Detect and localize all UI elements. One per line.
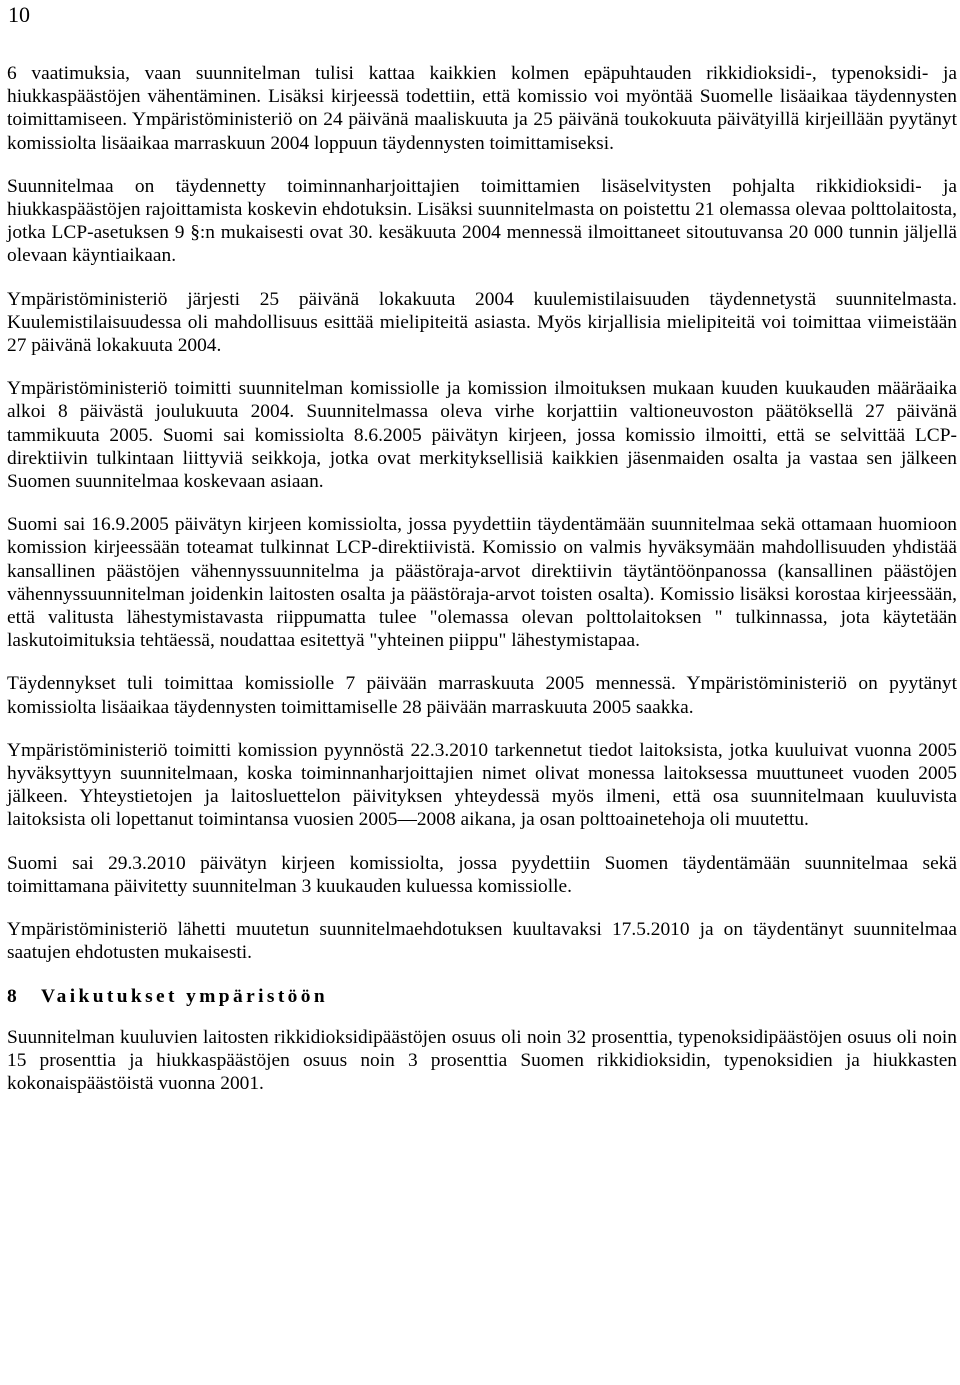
- document-body: [7, 62, 957, 1115]
- paragraph: Täydennykset tuli toimittaa komissiolle 7 päivään marraskuuta 2005 mennessä. Ympäristöministeriö on pyytänyt komissiolta lisäaikaa täydennysten toimittamiselle 28 päivään marraskuuta 2005 saakka.: [7, 673, 957, 718]
- section-heading: [7, 985, 957, 1008]
- section-number: 8: [7, 985, 17, 1007]
- paragraph: 6 vaatimuksia, vaan suunnitelman tulisi kattaa kaikkien kolmen epäpuhtauden rikkidioksidi-, typenoksidi- ja hiukkaspäästöjen vähentäminen. Lisäksi kirjeessä todettiin, että komissio voi myöntää Suomelle lisäaikaa täydennysten toimittamiseen. Ympäristöministeriö on 24 päivänä maaliskuuta ja 25 päivänä toukokuuta päivätyillä kirjeillään pyytänyt komissiolta lisäaikaa marraskuun 2004 loppuun täydennysten toimittamiseksi.: [7, 63, 957, 154]
- paragraph: Suunnitelmaa on täydennetty toiminnanharjoittajien toimittamien lisäselvitysten pohjalta rikkidioksidi- ja hiukkaspäästöjen rajoittamista koskevin ehdotuksin. Lisäksi suunnitelmasta on poistettu 21 olemassa olevaa polttolaitosta, jotka LCP-asetuksen 9 §:n mukaisesti ovat 30. kesäkuuta 2004 mennessä ilmoittaneet sitoutuvansa 20 000 tunnin jäljellä olevaan käyntiaikaan.: [7, 175, 957, 267]
- paragraph: Ympäristöministeriö toimitti komission pyynnöstä 22.3.2010 tarkennetut tiedot laitoksista, jotka kuuluivat vuonna 2005 hyväksyttyyn suunnitelmaan, koska toiminnanharjoittajien nimet olivat monessa laitoksessa muuttuneet vuoden 2005 jälkeen. Yhteystietojen ja laitosluettelon päivityksen yhteydessä myös ilmeni, että osa suunnitelmaan kuuluvista laitoksista oli lopettanut toimintansa vuosien 2005—2008 aikana, ja osan polttoainetehoja oli muutettu.: [7, 739, 957, 831]
- paragraph: Ympäristöministeriö järjesti 25 päivänä lokakuuta 2004 kuulemistilaisuuden täydennetystä suunnitelmasta. Kuulemistilaisuudessa oli mahdollisuus esittää mielipiteitä asiasta. Myös kirjallisia mielipiteitä voi toimittaa viimeistään 27 päivänä lokakuuta 2004.: [7, 288, 957, 357]
- paragraph: Ympäristöministeriö toimitti suunnitelman komissiolle ja komission ilmoituksen mukaan kuuden kuukauden määräaika alkoi 8 päivästä joulukuuta 2004. Suunnitelmassa oleva virhe korjattiin valtioneuvoston päätöksellä 27 päivänä tammikuuta 2005. Suomi sai komissiolta 8.6.2005 päivätyn kirjeen, jossa komissio ilmoitti, että se selvittää LCP-direktiivin tulkintaan liittyviä seikkoja, jotka ovat merkityksellisiä kaikkien jäsenmaiden osalta ja vastaa sen jälkeen Suomen suunnitelmaa koskevaan asiaan.: [7, 378, 957, 493]
- paragraph: Suunnitelman kuuluvien laitosten rikkidioksidipäästöjen osuus oli noin 32 prosenttia, typenoksidipäästöjen osuus oli noin 15 prosenttia ja hiukkaspäästöjen osuus noin 3 prosenttia Suomen rikkidioksidin, typenoksidien ja hiukkasten kokonaispäästöistä vuonna 2001.: [7, 1026, 957, 1095]
- section-title: Vaikutukset ympäristöön: [41, 985, 329, 1007]
- paragraph: Suomi sai 29.3.2010 päivätyn kirjeen komissiolta, jossa pyydettiin Suomen täydentämään suunnitelmaa sekä toimittamana päivitetty suunnitelman 3 kuukauden kuluessa komissiolle.: [7, 852, 957, 897]
- page-number: 10: [8, 2, 30, 27]
- paragraph: Ympäristöministeriö lähetti muutetun suunnitelmaehdotuksen kuultavaksi 17.5.2010 ja on täydentänyt suunnitelmaa saatujen ehdotusten mukaisesti.: [7, 919, 957, 964]
- paragraph: Suomi sai 16.9.2005 päivätyn kirjeen komissiolta, jossa pyydettiin täydentämään suunnitelmaa sekä ottamaan huomioon komission kirjeessään toteamat tulkinnat LCP-direktiivistä. Komissio on valmis hyväksymään mahdollisuuden yhdistää kansallinen päästöjen vähennyssuunnitelma ja päästöraja-arvot direktiivin täytäntöönpanossa (kansallinen päästöjen vähennyssuunnitelman joidenkin laitosten osalta ja päästöraja-arvot toisten osalta). Komissio lisäksi korostaa kirjeessään, että valitusta lähestymistavasta riippumatta tulee "olemassa olevan polttolaitoksen " tulkinnassa, jota käytetään laskutoimituksia tehtäessä, noudattaa esitettyä "yhteinen piippu" lähestymistapaa.: [7, 514, 957, 652]
